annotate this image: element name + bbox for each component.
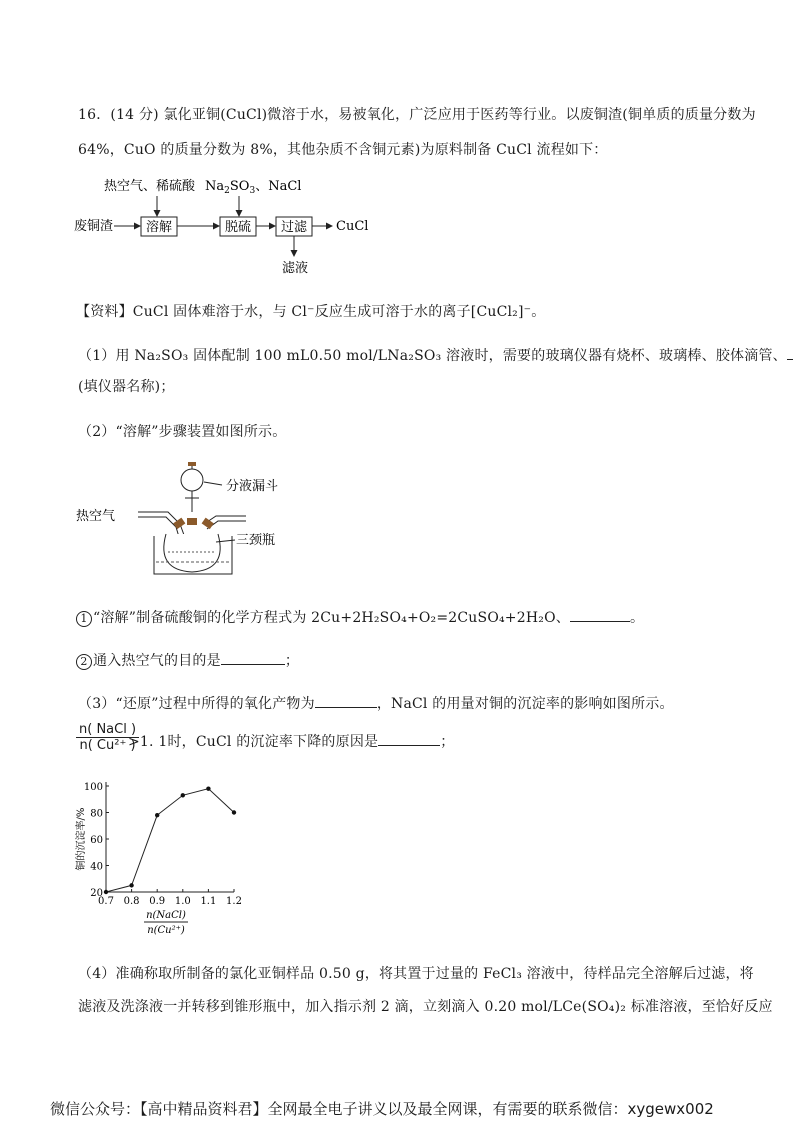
q3-text-d: ； [440, 734, 455, 750]
flow-byproduct: 滤液 [282, 261, 309, 276]
fraction-numerator: n( NaCl ) [79, 722, 137, 737]
q2-sub2-end: ； [284, 653, 300, 669]
question-intro-line2: 64%，CuO 的质量分数为 8%，其他杂质不含铜元素)为原料制备 CuCl 流程如下： [78, 142, 608, 158]
q1-answer-blank [787, 345, 793, 360]
y-tick-label: 100 [83, 782, 103, 793]
flow-reagent2: $Na_2SO_3$、NaCl [205, 179, 302, 196]
q4-line2: 滤液及洗涤液一并转移到锥形瓶中，加入指示剂 2 滴，立刻滴入 0.20 mol/LCe(SO₄)₂ 标准溶液，至恰好反应 [78, 999, 773, 1015]
x-tick-label: 0.8 [123, 896, 140, 907]
q2-sub2-text: 通入热空气的目的是 [93, 653, 221, 669]
flow-step3: 过滤 [281, 220, 308, 235]
x-axis-label-denominator: n(Cu²⁺) [147, 925, 185, 936]
q4-line1: （4）准确称取所制备的氯化亚铜样品 0.50 g，将其置于过量的 FeCl₃ 溶液中，待样品完全溶解后过滤，将 [78, 966, 754, 982]
q2-intro: （2）“溶解”步骤装置如图所示。 [78, 424, 287, 440]
sub-marker-2: 2 [76, 654, 92, 670]
y-tick-label: 60 [90, 835, 103, 846]
q2-sub1-blank [570, 607, 630, 622]
data-point [129, 883, 133, 887]
process-flowchart [74, 172, 404, 278]
y-tick-label: 80 [90, 808, 103, 820]
q1-line1 [78, 345, 793, 365]
data-point [155, 813, 159, 817]
footer-banner: 微信公众号：【高中精品资料君】全网最全电子讲义以及最全网课，有需要的联系微信：xygewx002 [50, 1100, 714, 1118]
question-intro-text1: 氯化亚铜(CuCl)微溶于水，易被氧化，广泛应用于医药等行业。以废铜渣(铜单质的质量分数为 [163, 107, 756, 123]
data-point [104, 890, 108, 894]
data-point [181, 793, 185, 797]
q3-text-c: >1. 1时，CuCl 的沉淀率下降的原因是 [128, 734, 379, 750]
q2-sub1-text: “溶解”制备硫酸铜的化学方程式为 2Cu+2H₂SO₄+O₂=2CuSO₄+2H₂O、 [93, 610, 570, 626]
x-tick-label: 1.0 [174, 896, 191, 907]
question-number: 16．(14 分) [78, 107, 159, 123]
flow-output: CuCl [336, 219, 369, 234]
q3-line2 [128, 731, 454, 751]
flow-step1: 溶解 [146, 220, 173, 235]
sub-marker-1: 1 [76, 611, 92, 627]
x-tick-label: 1.1 [200, 896, 217, 907]
flow-input: 废铜渣 [74, 219, 114, 234]
y-tick-label: 40 [90, 861, 103, 873]
q2-sub1 [76, 607, 644, 627]
label-separatory-funnel: 分液漏斗 [226, 479, 279, 494]
x-axis-label-numerator: n(NaCl) [146, 910, 186, 921]
label-three-neck-flask: 三颈瓶 [236, 533, 276, 548]
resource-note: 【资料】CuCl 固体难溶于水，与 Cl⁻反应生成可溶于水的离子[CuCl₂]⁻。 [76, 304, 546, 320]
question-intro-line1 [78, 104, 756, 124]
q2-sub1-end: 。 [629, 610, 645, 626]
data-point [206, 786, 210, 790]
fraction-denominator: n( Cu²⁺ ) [76, 737, 139, 753]
q2-sub2 [76, 650, 299, 670]
q1-line2: (填仪器名称)； [78, 379, 175, 395]
q2-sub2-blank [221, 650, 285, 665]
q3-text-b: ，NaCl 的用量对铜的沉淀率的影响如图所示。 [376, 696, 674, 712]
data-point [232, 810, 236, 814]
series-line [106, 789, 234, 892]
q3-text-a: （3）“还原”过程中所得的氧化产物为 [78, 696, 315, 712]
x-tick-label: 1.2 [226, 896, 242, 907]
label-hot-air: 热空气 [76, 509, 116, 524]
x-tick-label: 0.9 [149, 896, 166, 907]
flow-step2: 脱硫 [225, 220, 252, 235]
q3-blank1 [315, 693, 377, 708]
y-tick-label: 20 [90, 888, 103, 899]
flow-reagent1: 热空气、稀硫酸 [104, 179, 196, 194]
three-neck-flask-apparatus [76, 462, 306, 584]
y-axis-label: 铜的沉淀率/% [76, 807, 87, 871]
x-tick-label: 0.7 [98, 896, 114, 907]
precipitation-rate-chart [72, 774, 252, 946]
q1-text: （1）用 Na₂SO₃ 固体配制 100 mL0.50 mol/LNa₂SO₃ 溶液时，需要的玻璃仪器有烧杯、玻璃棒、胶体滴管、 [78, 348, 787, 364]
q3-line1 [78, 693, 674, 713]
q3-blank2 [378, 731, 440, 746]
